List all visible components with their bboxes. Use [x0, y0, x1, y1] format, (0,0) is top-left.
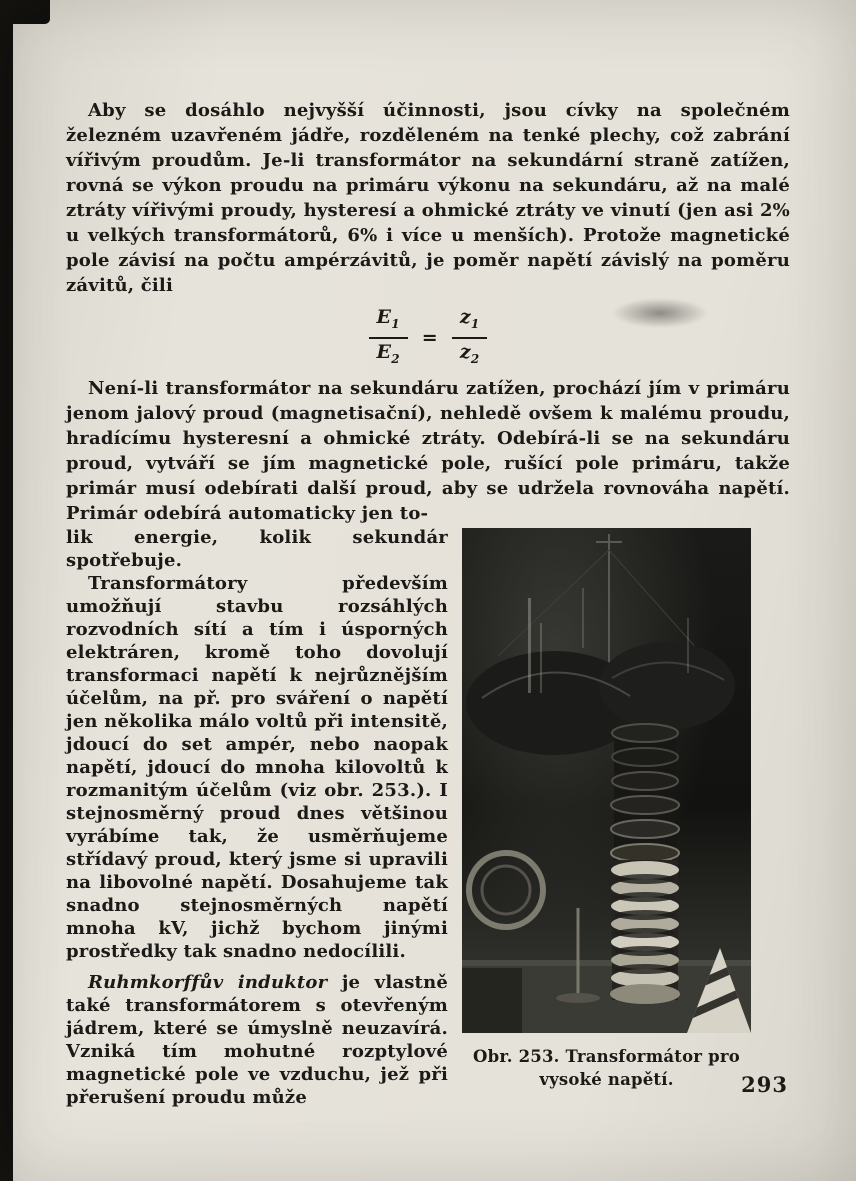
paragraph-ruhmkorff	[66, 971, 448, 1109]
formula-numerator-e1: $E_1$	[369, 306, 408, 339]
figure-253	[462, 528, 751, 1109]
page-content	[66, 98, 790, 1109]
transformer-photo-art	[462, 528, 751, 1033]
equals-sign: =	[421, 326, 438, 349]
caption-line-1: Obr. 253. Transformátor pro	[473, 1046, 740, 1066]
page-number: 293	[741, 1072, 788, 1097]
ruhmkorff-term: Ruhmkorffův induktor	[88, 971, 328, 993]
text-column	[66, 526, 448, 1109]
ruhmkorff-text: je vlastně také transformátorem s otevřeným jádrem, které se úmyslně neuzavírá. Vzniká tím mohutné rozptylové magnetické pole ve vzduchu, jež při přerušení proudu může	[66, 971, 449, 1108]
formula-denominator-e2: $E_2$	[376, 340, 400, 366]
formula-denominator-z2: $z_2$	[459, 340, 480, 366]
two-column-section	[66, 526, 790, 1109]
fraction-voltage	[369, 306, 408, 370]
paragraph-transformer-uses: Transformátory především umožňují stavbu rozsáhlých rozvodních sítí a tím i úsporných elektráren, kromě toho dovolují transformaci napětí k nejrůznějším účelům, na př. pro sváření o napětí jen několika málo voltů při intensitě, jdoucí do set ampér, nebo naopak napětí, jdoucí do mnoha kilovoltů k rozmanitým účelům (viz obr. 253.). I stejnosměrný proud dnes většinou vyrábíme tak, že usměrňujeme střídavý proud, který jsme si upravili na libovolné napětí. Dosahujeme tak snadno stejnosměrných napětí mnoha kV, jichž bychom jinými prostředky tak snadno nedocílili.	[66, 572, 448, 962]
scan-edge-left	[0, 0, 13, 1181]
transformer-photo	[462, 528, 751, 1033]
scan-corner-top-left	[0, 0, 50, 24]
paragraph-no-load: Není-li transformátor na sekundáru zatížen, prochází jím v primáru jenom jalový proud (magnetisační), nehledě ovšem k malému proudu, hradícímu hysteresní a ohmické ztráty. Odebírá-li se na sekundáru proud, vytváří se jím magnetické pole, rušící pole primáru, takže primár musí odebírati další proud, aby se udržela rovnováha napětí. Primár odebírá automaticky jen to-	[66, 377, 790, 524]
paragraph-efficiency: Aby se dosáhlo nejvyšší účinnosti, jsou cívky na společném železném uzavřeném jádře, rozděleném na tenké plechy, což zabrání vířivým proudům. Je-li transformátor na sekundární straně zatížen, rovná se výkon proudu na primáru výkonu na sekundáru, až na malé ztráty vířivými proudy, hysteresí a ohmické ztráty ve vinutí (jen asi 2% u velkých transformátorů, 6% i více u menších). Protože magnetické pole závisí na počtu ampérzávitů, je poměr napětí závislý na poměru závitů, čili	[66, 100, 790, 296]
caption-line-2: vysoké napětí.	[539, 1069, 674, 1089]
paragraph-no-load-continued: lik energie, kolik sekundár spotřebuje.	[66, 526, 448, 571]
turns-ratio-formula	[66, 306, 790, 370]
fraction-turns	[452, 306, 488, 370]
figure-caption	[462, 1045, 751, 1091]
formula-numerator-z1: $z_1$	[452, 306, 488, 339]
